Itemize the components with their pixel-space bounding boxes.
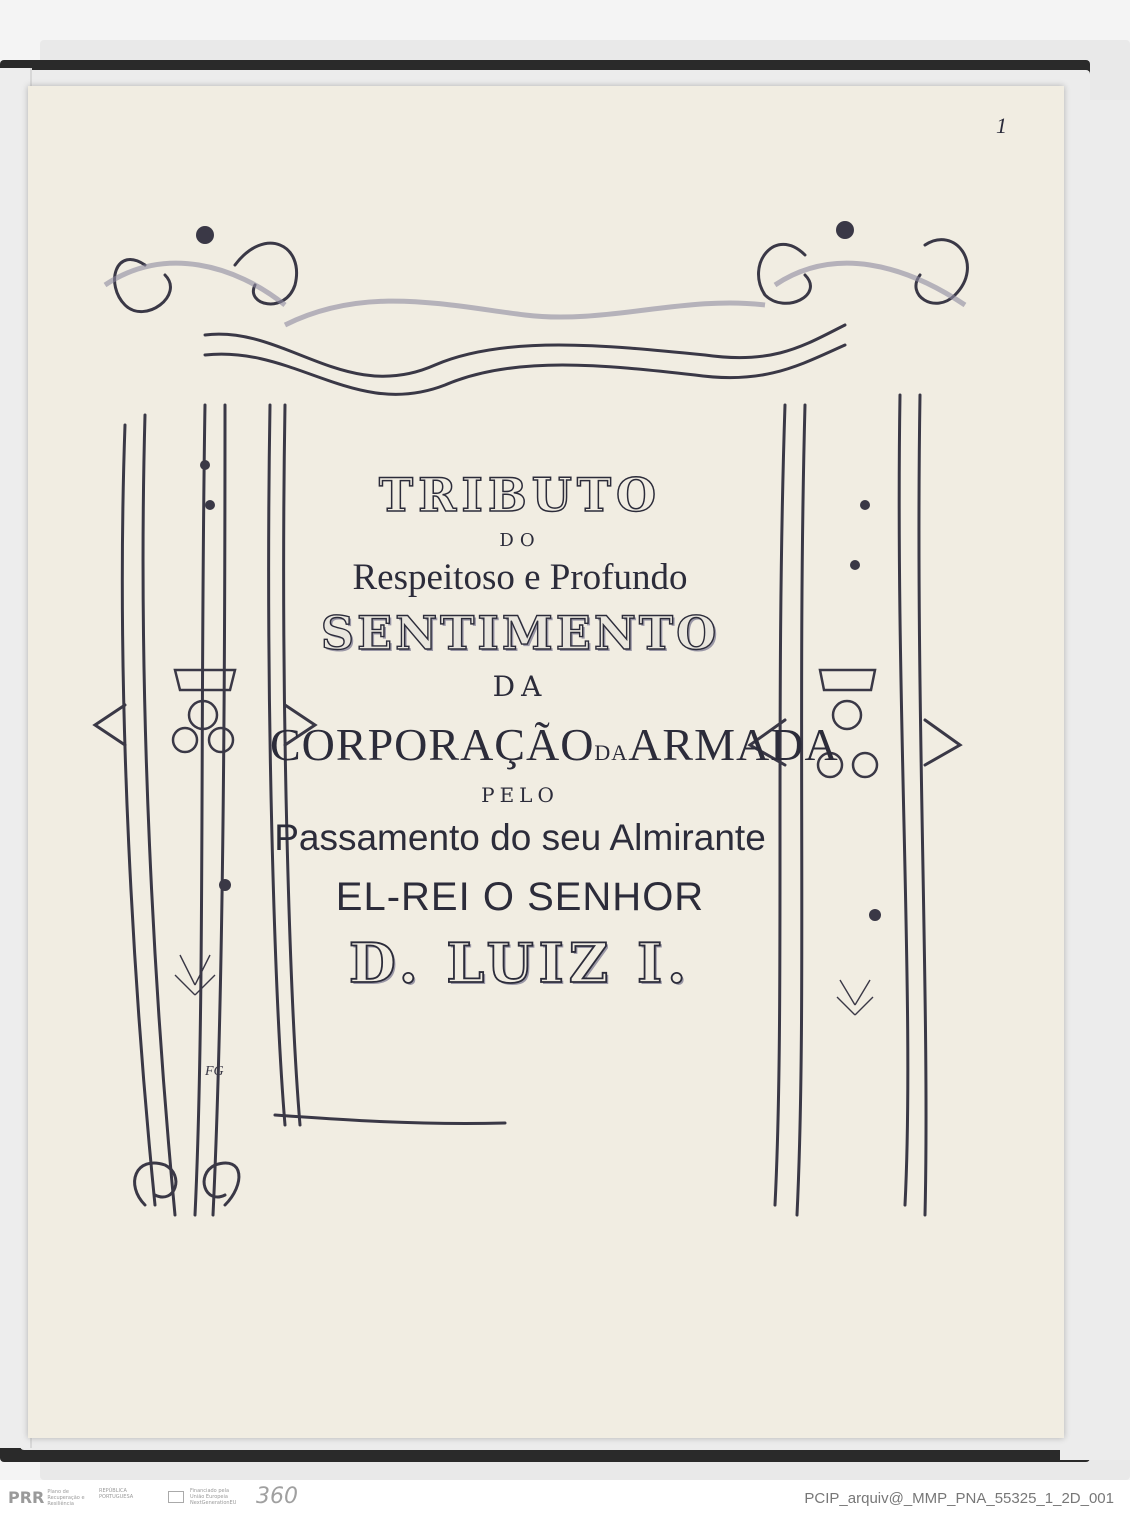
title-da: DA bbox=[492, 670, 548, 703]
title-tributo: TRIBUTO bbox=[378, 468, 662, 522]
eu-logo-text: Financiado pela União Europeia NextGenerationEU bbox=[190, 1488, 237, 1506]
archive-id: PCIP_arquiv@_MMP_PNA_55325_1_2D_001 bbox=[804, 1490, 1114, 1507]
title-sentimento: SENTIMENTO bbox=[320, 606, 720, 660]
360-logo: 360 bbox=[256, 1484, 298, 1509]
title-corporacao bbox=[270, 710, 839, 780]
tissue-paper bbox=[1060, 100, 1130, 1460]
republica-logo-text: REPÚBLICA PORTUGUESA bbox=[99, 1488, 134, 1500]
page-number: 1 bbox=[996, 113, 1007, 138]
title-corporacao-armada: ARMADA bbox=[628, 719, 839, 770]
title-luiz: D. LUIZ I. bbox=[348, 931, 692, 995]
title-respeitoso: Respeitoso e Profundo bbox=[352, 557, 688, 598]
title-corporacao-word: CORPORAÇÃO bbox=[270, 719, 595, 770]
footer-bar bbox=[0, 1480, 1130, 1525]
title-do: DO bbox=[499, 530, 541, 551]
prr-logo-mark: PRR bbox=[8, 1488, 45, 1507]
title-corporacao-da: DA bbox=[594, 740, 629, 765]
prr-logo bbox=[8, 1488, 91, 1507]
prr-logo-text: Plano de Recuperação e Resiliência bbox=[47, 1488, 85, 1507]
eu-logo bbox=[168, 1488, 237, 1506]
illustrator-mark: FG bbox=[205, 1064, 224, 1079]
title-elrei: EL-REI O SENHOR bbox=[335, 875, 705, 919]
title-block bbox=[270, 462, 839, 998]
title-pelo: PELO bbox=[481, 783, 559, 807]
eu-flag-icon bbox=[168, 1491, 184, 1503]
title-passamento: Passamento do seu Almirante bbox=[274, 817, 766, 858]
republica-logo bbox=[96, 1488, 143, 1500]
